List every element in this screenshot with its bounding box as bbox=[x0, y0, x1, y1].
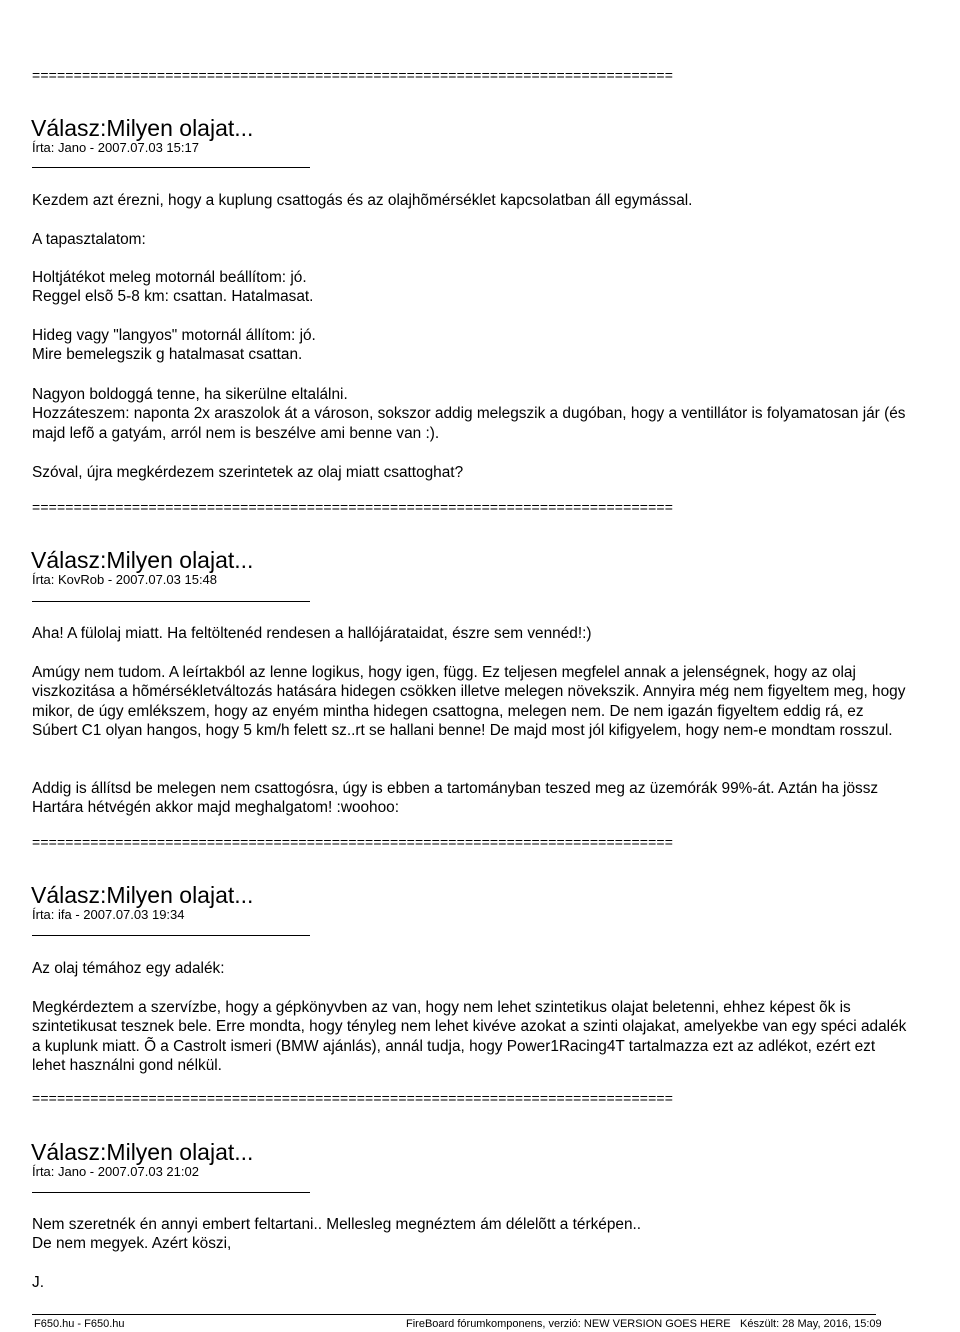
post-paragraph: A tapasztalatom: bbox=[32, 231, 146, 248]
separator: ============================================================================= bbox=[32, 499, 674, 515]
meta-underline bbox=[32, 601, 310, 602]
post-paragraph: Holtjátékot meleg motornál beállítom: jó. Reggel elsõ 5-8 km: csattan. Hatalmasat. bbox=[32, 269, 314, 306]
post-paragraph: Az olaj témához egy adalék: bbox=[32, 960, 225, 977]
separator: ============================================================================= bbox=[32, 1090, 674, 1106]
meta-underline bbox=[32, 935, 310, 936]
meta-underline bbox=[32, 1192, 310, 1193]
post-paragraph: Aha! A fülolaj miatt. Ha feltöltenéd rendesen a hallójárataidat, észre sem vennéd!:) bbox=[32, 625, 592, 642]
footer-generated: Készült: 28 May, 2016, 15:09 bbox=[740, 1318, 882, 1330]
post-author-date: Írta: KovRob - 2007.07.03 15:48 bbox=[32, 572, 218, 587]
footer-rule bbox=[740, 1314, 876, 1315]
footer-rule bbox=[406, 1314, 741, 1315]
post-title: Válasz:Milyen olajat... bbox=[31, 882, 254, 908]
separator: ============================================================================= bbox=[32, 834, 674, 850]
footer-site: F650.hu - F650.hu bbox=[34, 1318, 125, 1330]
post-title: Válasz:Milyen olajat... bbox=[31, 547, 254, 573]
post-paragraph: Megkérdeztem a szervízbe, hogy a gépkönyvben az van, hogy nem lehet szintetikus olajat beletenni, ehhez képest õk is szintetikusat tesznek bele. Erre mondta, hogy tényleg nem lehet kivéve azokat a szinti olajakat, amelyekbe van egy spéci adalék a kuplunk miatt. Õ a Castrolt ismeri (BMW ajánlás), annál tudja, hogy Power1Racing4T tartalmazza ezt az adlékot, ezért ezt lehet használni gond nélkül. bbox=[32, 999, 907, 1075]
post-paragraph: Nem szeretnék én annyi embert feltartani.. Mellesleg megnéztem ám délelõtt a térképen.. De nem megyek. Azért köszi, bbox=[32, 1216, 642, 1253]
footer-component: FireBoard fórumkomponens, verzió: NEW VERSION GOES HERE bbox=[406, 1318, 731, 1330]
post-author-date: Írta: Jano - 2007.07.03 15:17 bbox=[32, 140, 199, 155]
post-paragraph: Kezdem azt érezni, hogy a kuplung csattogás és az olajhõmérséklet kapcsolatban áll egymással. bbox=[32, 192, 693, 209]
post-paragraph: Amúgy nem tudom. A leírtakból az lenne logikus, hogy igen, függ. Ez teljesen megfelel annak a jelenségnek, hogy az olaj viszkozitása a hõmérsékletváltozás hatására hidegen csökken illetve melegen növekszik. Annyira még nem figyeltem meg, hogy mikor, de úgy emlékszem, hogy az enyém mintha hidegen csattogna, melegen nem. De nem igazán figyeltem eddig rá, ez Súbert C1 olyan hangos, hogy 5 km/h felett sz..rt se hallani benne! De majd most jól kifigyelem, hogy nem-e mondtam rosszul. bbox=[32, 664, 906, 740]
post-paragraph: Hideg vagy "langyos" motornál állítom: jó. Mire bemelegszik g hatalmasat csattan. bbox=[32, 327, 316, 364]
footer-rule bbox=[32, 1314, 407, 1315]
post-author-date: Írta: Jano - 2007.07.03 21:02 bbox=[32, 1164, 199, 1179]
separator: ============================================================================= bbox=[32, 67, 674, 83]
post-paragraph: Szóval, újra megkérdezem szerintetek az olaj miatt csattoghat? bbox=[32, 464, 464, 481]
post-title: Válasz:Milyen olajat... bbox=[31, 1139, 254, 1165]
post-paragraph: J. bbox=[32, 1274, 44, 1291]
post-paragraph: Addig is állítsd be melegen nem csattogósra, úgy is ebben a tartományban teszed meg az üzemórák 99%-át. Aztán ha jössz Hartára hétvégén akkor majd meghalgatom! :woohoo: bbox=[32, 780, 879, 817]
post-author-date: Írta: ifa - 2007.07.03 19:34 bbox=[32, 907, 185, 922]
meta-underline bbox=[32, 167, 310, 168]
post-title: Válasz:Milyen olajat... bbox=[31, 115, 254, 141]
post-paragraph: Nagyon boldoggá tenne, ha sikerülne eltalálni. Hozzáteszem: naponta 2x araszolok át a városon, sokszor addig melegszik a dugóban, hogy a ventillátor is folyamatosan jár (és majd lefõ a gatyám, arról nem is beszélve ami benne van :). bbox=[32, 386, 906, 442]
